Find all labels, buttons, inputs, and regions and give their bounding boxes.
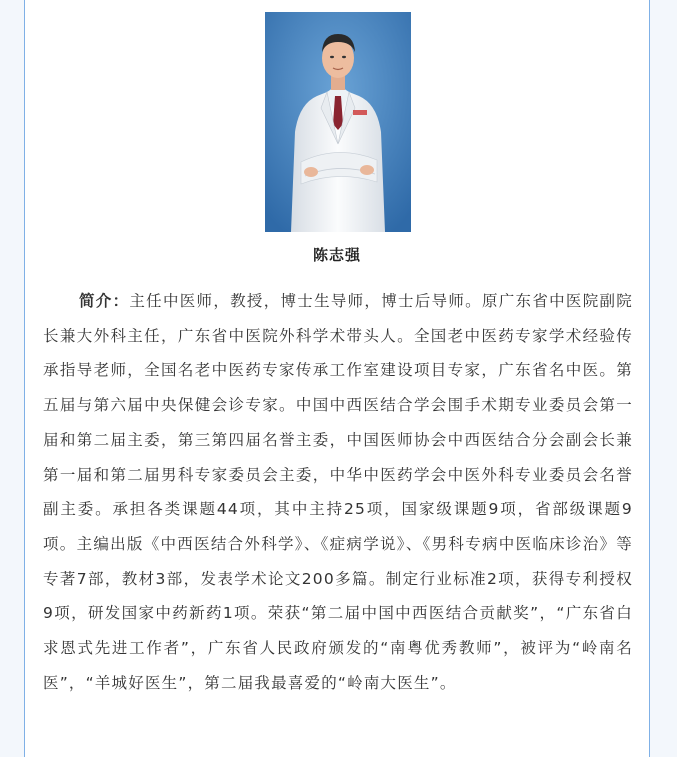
doctor-name: 陈志强 [312, 246, 361, 264]
intro-label: 简介： [79, 292, 130, 310]
intro-paragraph [43, 284, 633, 700]
doctor-portrait-photo [265, 12, 411, 232]
profile-card [24, 0, 650, 757]
intro-text: 主任中医师，教授，博士生导师，博士后导师。原广东省中医院副院长兼大外科主任，广东省中医院外科学术带头人。全国老中医药专家学术经验传承指导老师，全国名老中医药专家传承工作室建设项目专家，广东省名中医。第五届与第六届中央保健会诊专家。中国中西医结合学会围手术期专业委员会第一届和第二届主委，第三第四届名誉主委，中国医师协会中西医结合分会副会长兼第一届和第二届男科专家委员会主委，中华中医药学会中医外科专业委员会名誉副主委。承担各类课题44项，其中主持25项，国家级课题9项，省部级课题9项。主编出版《中西医结合外科学》、《症病学说》、《男科专病中医临床诊治》等专著7部，教材3部，发表学术论文200多篇。制定行业标准2项，获得专利授权9项，研发国家中药新药1项。荣获“第二届中国中西医结合贡献奖”，“广东省白求恩式先进工作者”，广东省人民政府颁发的“南粤优秀教师”，被评为“岭南名医”，“羊城好医生”，第二届我最喜爱的“岭南大医生”。 [43, 292, 633, 692]
